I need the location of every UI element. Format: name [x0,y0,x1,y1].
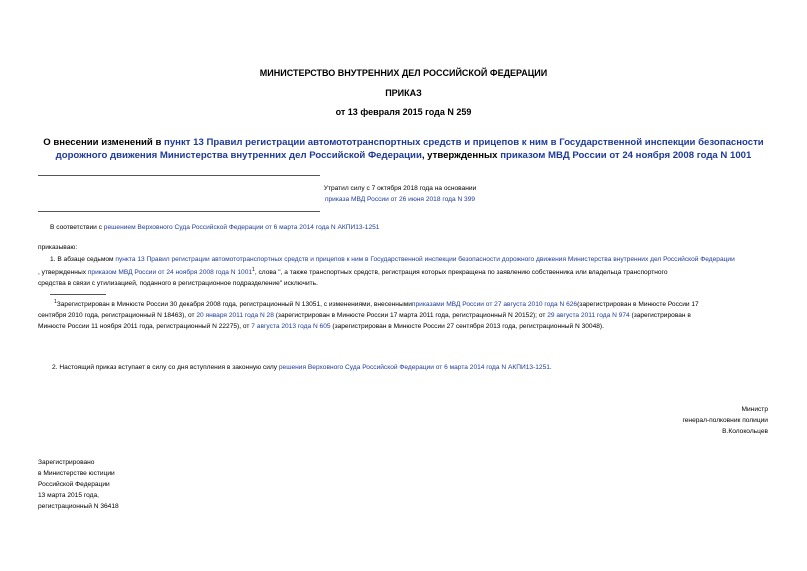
registration-block [38,457,238,512]
item-1-rules-link[interactable]: пункта 13 Правил регистрации автомототранспортных средств и прицепов к ним в Государственной инспекции безопасности дорожного движения Министерства внутренних дел Российской Федерации [115,256,735,263]
item-2-suffix: . [549,364,552,371]
basis-prefix: В соответствии с [50,224,104,231]
status-note [300,183,500,205]
footnote-line-3 [38,321,778,332]
footnote-order-605-link[interactable]: 7 августа 2013 года N 605 [251,323,331,331]
footnote-line-2 [38,310,778,321]
footnote-text-1: Зарегистрирован в Минюсте России 30 декабря 2008 года, регистрационный N 13051, с изменениями, внесенными [56,301,412,309]
footnote [38,297,778,332]
item-1-line-3: средства в связи с утилизацией, поданного в регистрационное подразделение" исключить. [38,280,318,288]
registration-line-3: Российской Федерации [38,481,110,488]
footnote-text-3: сентября 2010 года, регистрационный N 18463), от [38,312,197,320]
footnote-text-4: (зарегистрирован в Минюсте России 17 марта 2011 года, регистрационный N 20152); от [273,312,548,320]
footnote-text-2: (зарегистрирован в Минюсте России 17 [577,301,699,309]
footnote-text-5: (зарегистрирован в [629,312,691,320]
title-rules-link[interactable]: пункт 13 Правил регистрации автомототранспортных средств и прицепов к ним в Государственной инспекции безопасности дорожного движения Министерства внутренних дел Российской Федерации [55,137,764,161]
footnote-text-6: Минюсте России 11 ноября 2011 года, регистрационный N 22275), от [38,323,252,331]
item-1-line-2 [38,265,770,278]
item-2-court-decision-link[interactable]: решения Верховного Суда Российской Федерации от 6 марта 2014 года N АКПИ13-1251 [278,364,550,371]
item-2 [52,362,772,373]
signature-position: Министр [741,406,768,413]
divider-top [38,175,320,176]
item-1-line-1 [38,254,770,265]
registration-line-5: регистрационный N 36418 [38,503,119,510]
signature-rank: генерал-полковник полиции [682,417,768,424]
item-1-middle: , утвержденных [38,269,88,277]
signature-name: В.Колокольцев [722,428,768,435]
signature-block [560,404,768,437]
footnote-text-7: (зарегистрирован в Минюсте России 27 сентября 2013 года, регистрационный N 30048). [330,323,604,331]
status-note-text: Утратил силу с 7 октября 2018 года на основании [323,185,477,192]
document-title [30,137,777,162]
item-1-rest-1: , слова ", а также транспортных средств, регистрация которых прекращена по заявлению собственника или владельца транспортного [254,269,668,277]
ministry-name: МИНИСТЕРСТВО ВНУТРЕННИХ ДЕЛ РОССИЙСКОЙ ФЕДЕРАЦИИ [259,68,548,78]
registration-line-1: Зарегистрировано [38,459,95,466]
order-word: приказываю: [38,244,78,251]
item-1-order-link[interactable]: приказом МВД России от 24 ноября 2008 года N 1001 [87,269,253,277]
footnote-order-28-link[interactable]: 20 января 2011 года N 28 [196,312,274,320]
title-prefix: О внесении изменений в [43,137,165,148]
title-middle: , утвержденных [421,149,501,161]
footnote-order-626-link[interactable]: приказами МВД России от 27 августа 2010 года N 626 [411,301,578,309]
footnote-order-974-link[interactable]: 29 августа 2011 года N 974 [547,312,630,320]
item-2-prefix: 2. Настоящий приказ вступает в силу со дня вступления в законную силу [52,364,279,371]
status-note-link[interactable]: приказа МВД России от 26 июня 2018 года N 399 [324,196,476,203]
basis-court-decision-link[interactable]: решением Верховного Суда Российской Федерации от 6 марта 2014 года N АКПИ13-1251 [103,224,380,231]
footnote-divider [50,294,106,295]
item-1-footnote-mark[interactable]: 1 [252,267,255,273]
basis-paragraph [50,222,770,233]
registration-line-4: 13 марта 2015 года, [38,492,99,499]
title-order-link[interactable]: приказом МВД России от 24 ноября 2008 года N 1001 [500,149,752,161]
footnote-line-1 [38,297,778,310]
item-1 [38,254,770,289]
document-date-number: от 13 февраля 2015 года N 259 [335,107,472,117]
document-type: ПРИКАЗ [385,88,422,98]
item-1-prefix: 1. В абзаце седьмом [50,256,116,263]
divider-bottom [38,211,320,212]
footnote-mark: 1 [54,299,57,305]
registration-line-2: в Министерстве юстиции [38,470,115,477]
